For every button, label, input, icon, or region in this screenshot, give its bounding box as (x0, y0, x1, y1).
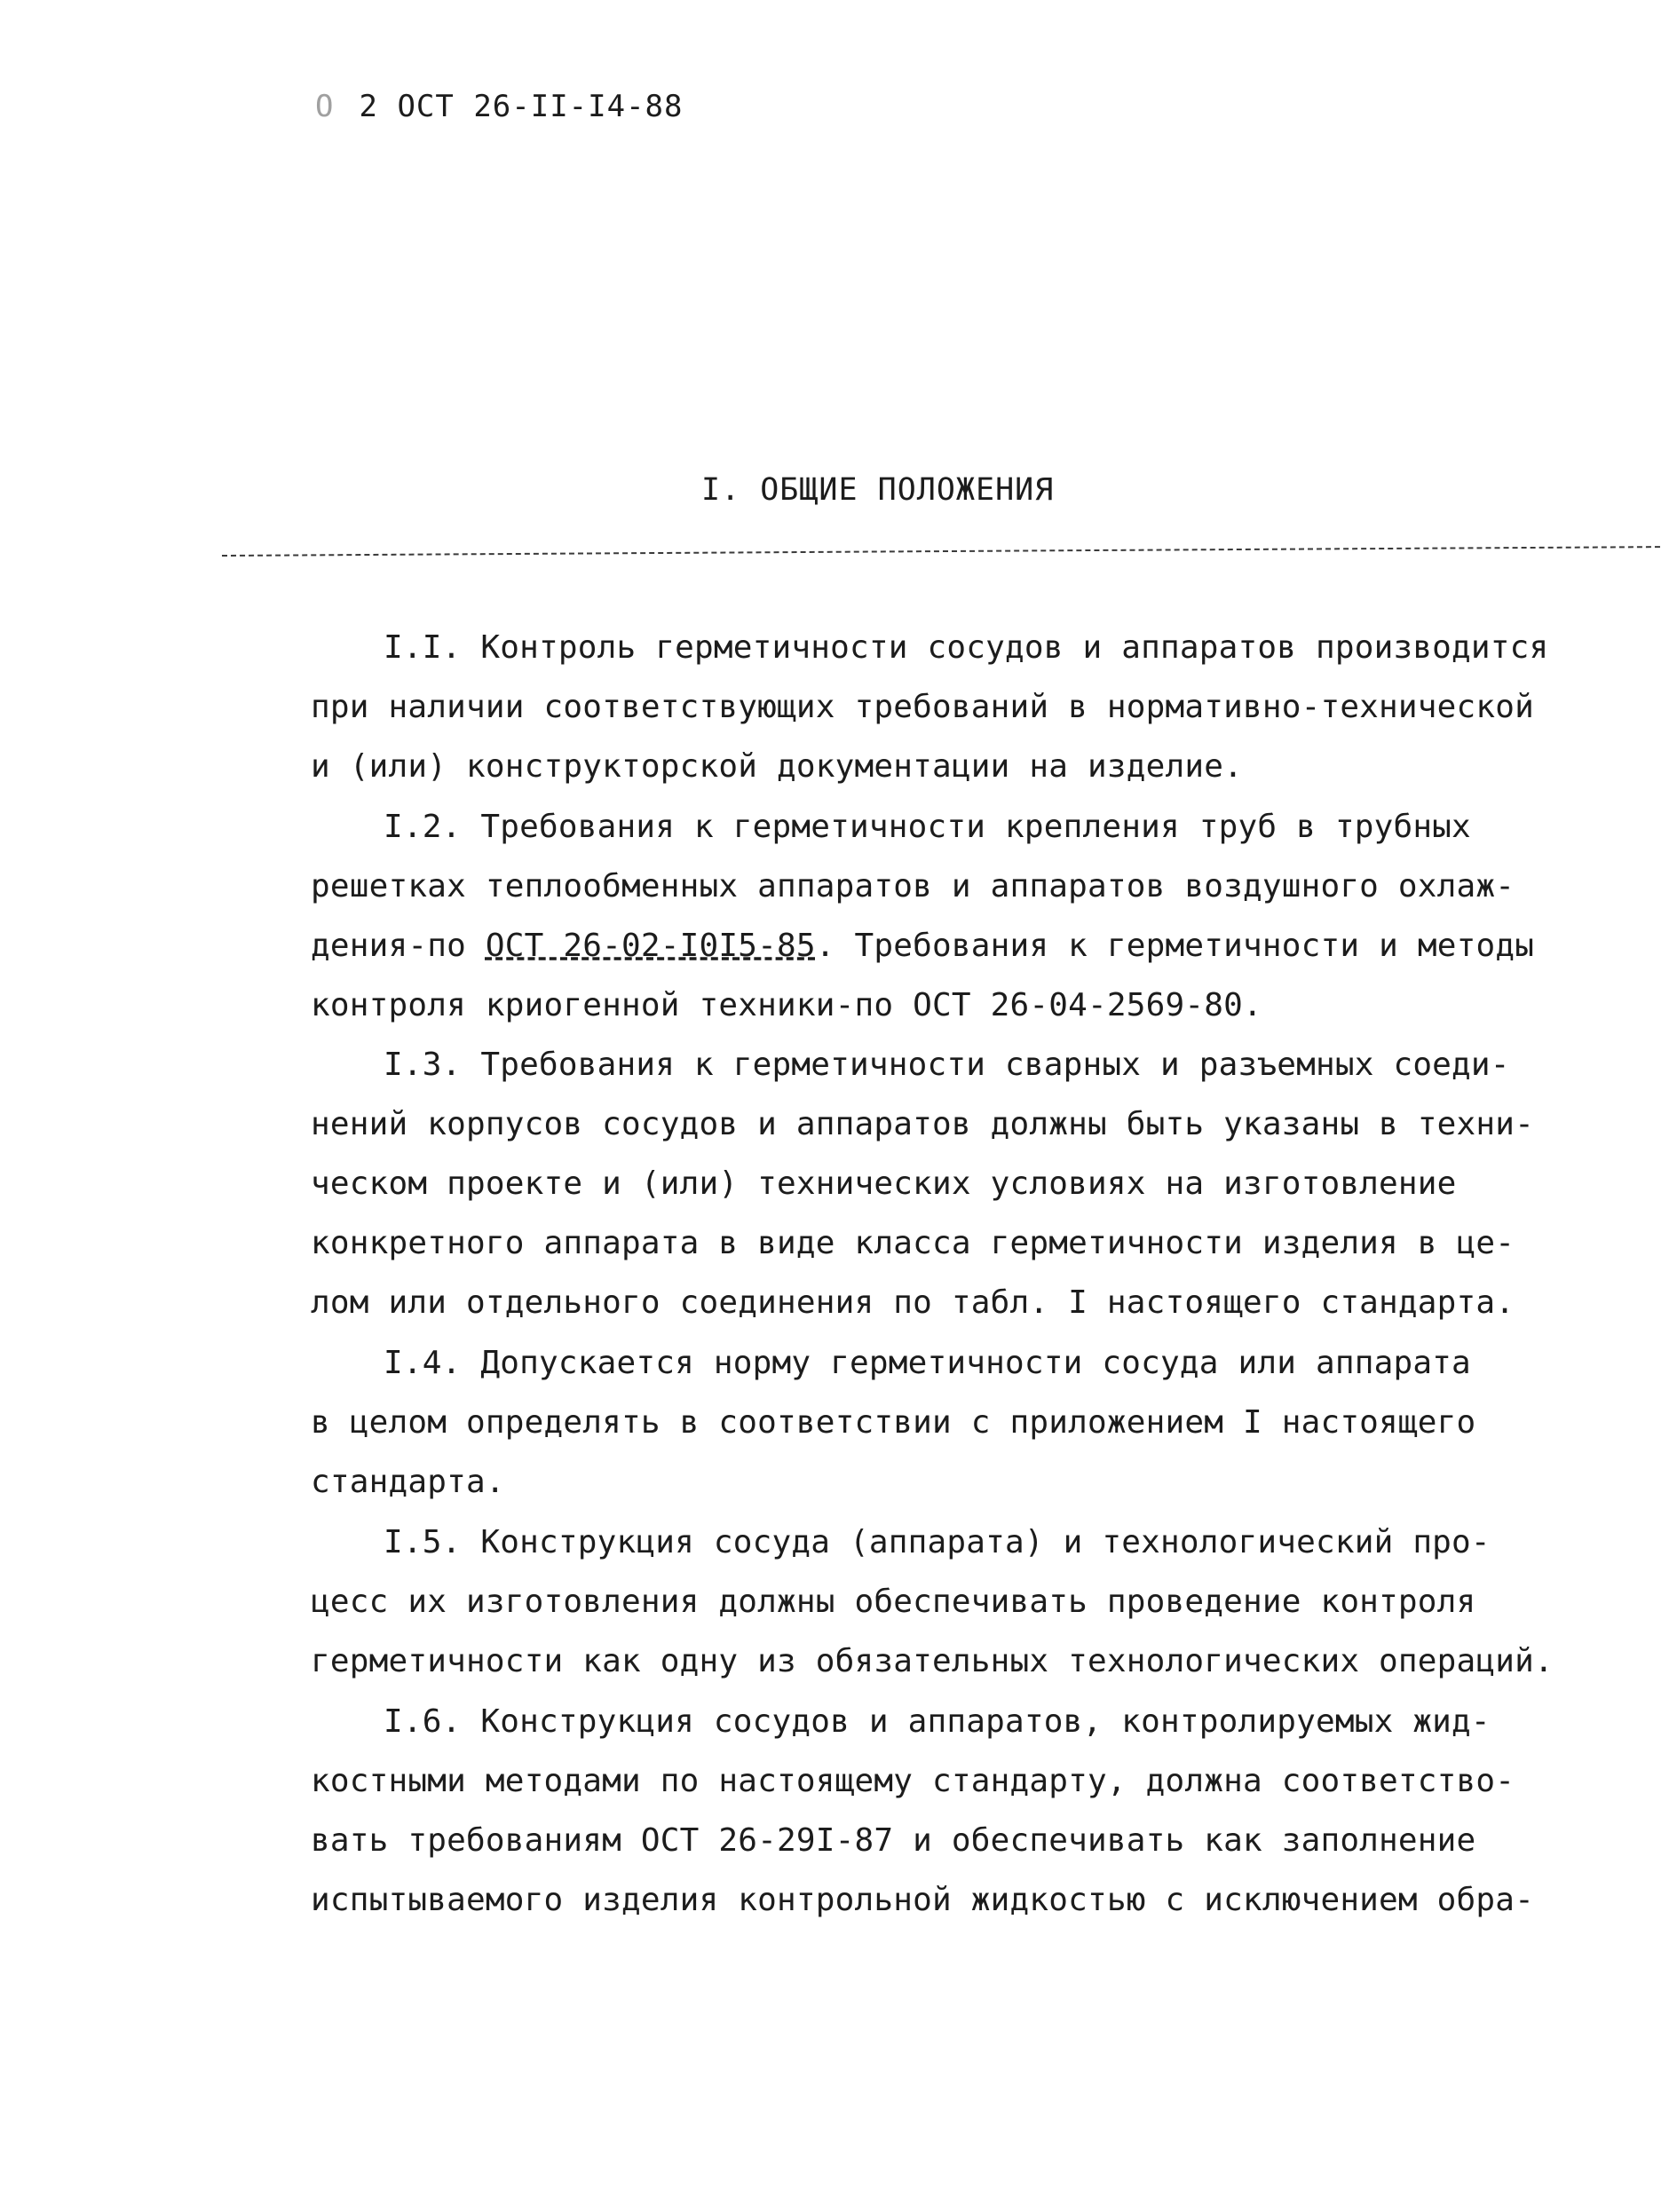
header-mark: О (315, 89, 335, 124)
paragraph-1-3-line-3: ческом проекте и (или) технических условиях на изготовление (311, 1165, 1457, 1202)
page-number: 2 (359, 89, 378, 124)
title-divider (222, 546, 1660, 557)
standard-reference: ОСТ 26-02-I0I5-85 (485, 928, 816, 964)
paragraph-1-6-line-2: костными методами по настоящему стандарту, должна соответство- (311, 1763, 1515, 1799)
paragraph-1-5-line-1: I.5. Конструкция сосуда (аппарата) и технологический про- (384, 1524, 1491, 1560)
standard-code: ОСТ 26-II-I4-88 (397, 89, 684, 124)
line-text: . Требования к герметичности и методы (815, 928, 1535, 964)
paragraph-1-2-line-3 (311, 928, 1534, 964)
paragraph-1-6-line-3: вать требованиям ОСТ 26-29I-87 и обеспечивать как заполнение (311, 1822, 1476, 1859)
paragraph-1-4-line-3: стандарта. (311, 1464, 505, 1500)
paragraph-1-5-line-3: герметичности как одну из обязательных технологических операций. (311, 1643, 1554, 1679)
page-header (315, 89, 684, 124)
paragraph-1-3-line-2: нений корпусов сосудов и аппаратов должны быть указаны в техни- (311, 1106, 1535, 1142)
paragraph-1-4-line-2: в целом определять в соответствии с приложением I настоящего (311, 1404, 1476, 1441)
paragraph-1-3-line-4: конкретного аппарата в виде класса герметичности изделия в це- (311, 1225, 1515, 1261)
paragraph-1-1-line-2: при наличии соответствующих требований в нормативно-технической (311, 689, 1535, 725)
section-title: I. ОБЩИЕ ПОЛОЖЕНИЯ (701, 472, 1055, 508)
paragraph-1-2-line-1: I.2. Требования к герметичности крепления труб в трубных (384, 809, 1471, 845)
paragraph-1-1-line-3: и (или) конструкторской документации на изделие. (311, 748, 1243, 785)
paragraph-1-3-line-1: I.3. Требования к герметичности сварных и разъемных соеди- (384, 1047, 1510, 1083)
paragraph-1-6-line-4: испытываемого изделия контрольной жидкостью с исключением обра- (311, 1882, 1535, 1918)
line-text: дения-по (311, 928, 486, 964)
paragraph-1-2-line-2: решетках теплообменных аппаратов и аппаратов воздушного охлаж- (311, 868, 1515, 905)
paragraph-1-2-line-4: контроля криогенной техники-по ОСТ 26-04-2569-80. (311, 987, 1262, 1023)
paragraph-1-6-line-1: I.6. Конструкция сосудов и аппаратов, контролируемых жид- (384, 1703, 1491, 1740)
paragraph-1-5-line-2: цесс их изготовления должны обеспечивать проведение контроля (311, 1584, 1476, 1620)
paragraph-1-1-line-1: I.I. Контроль герметичности сосудов и аппаратов производится (384, 629, 1549, 666)
paragraph-1-4-line-1: I.4. Допускается норму герметичности сосуда или аппарата (384, 1345, 1471, 1381)
paragraph-1-3-line-5: лом или отдельного соединения по табл. I настоящего стандарта. (311, 1284, 1515, 1321)
